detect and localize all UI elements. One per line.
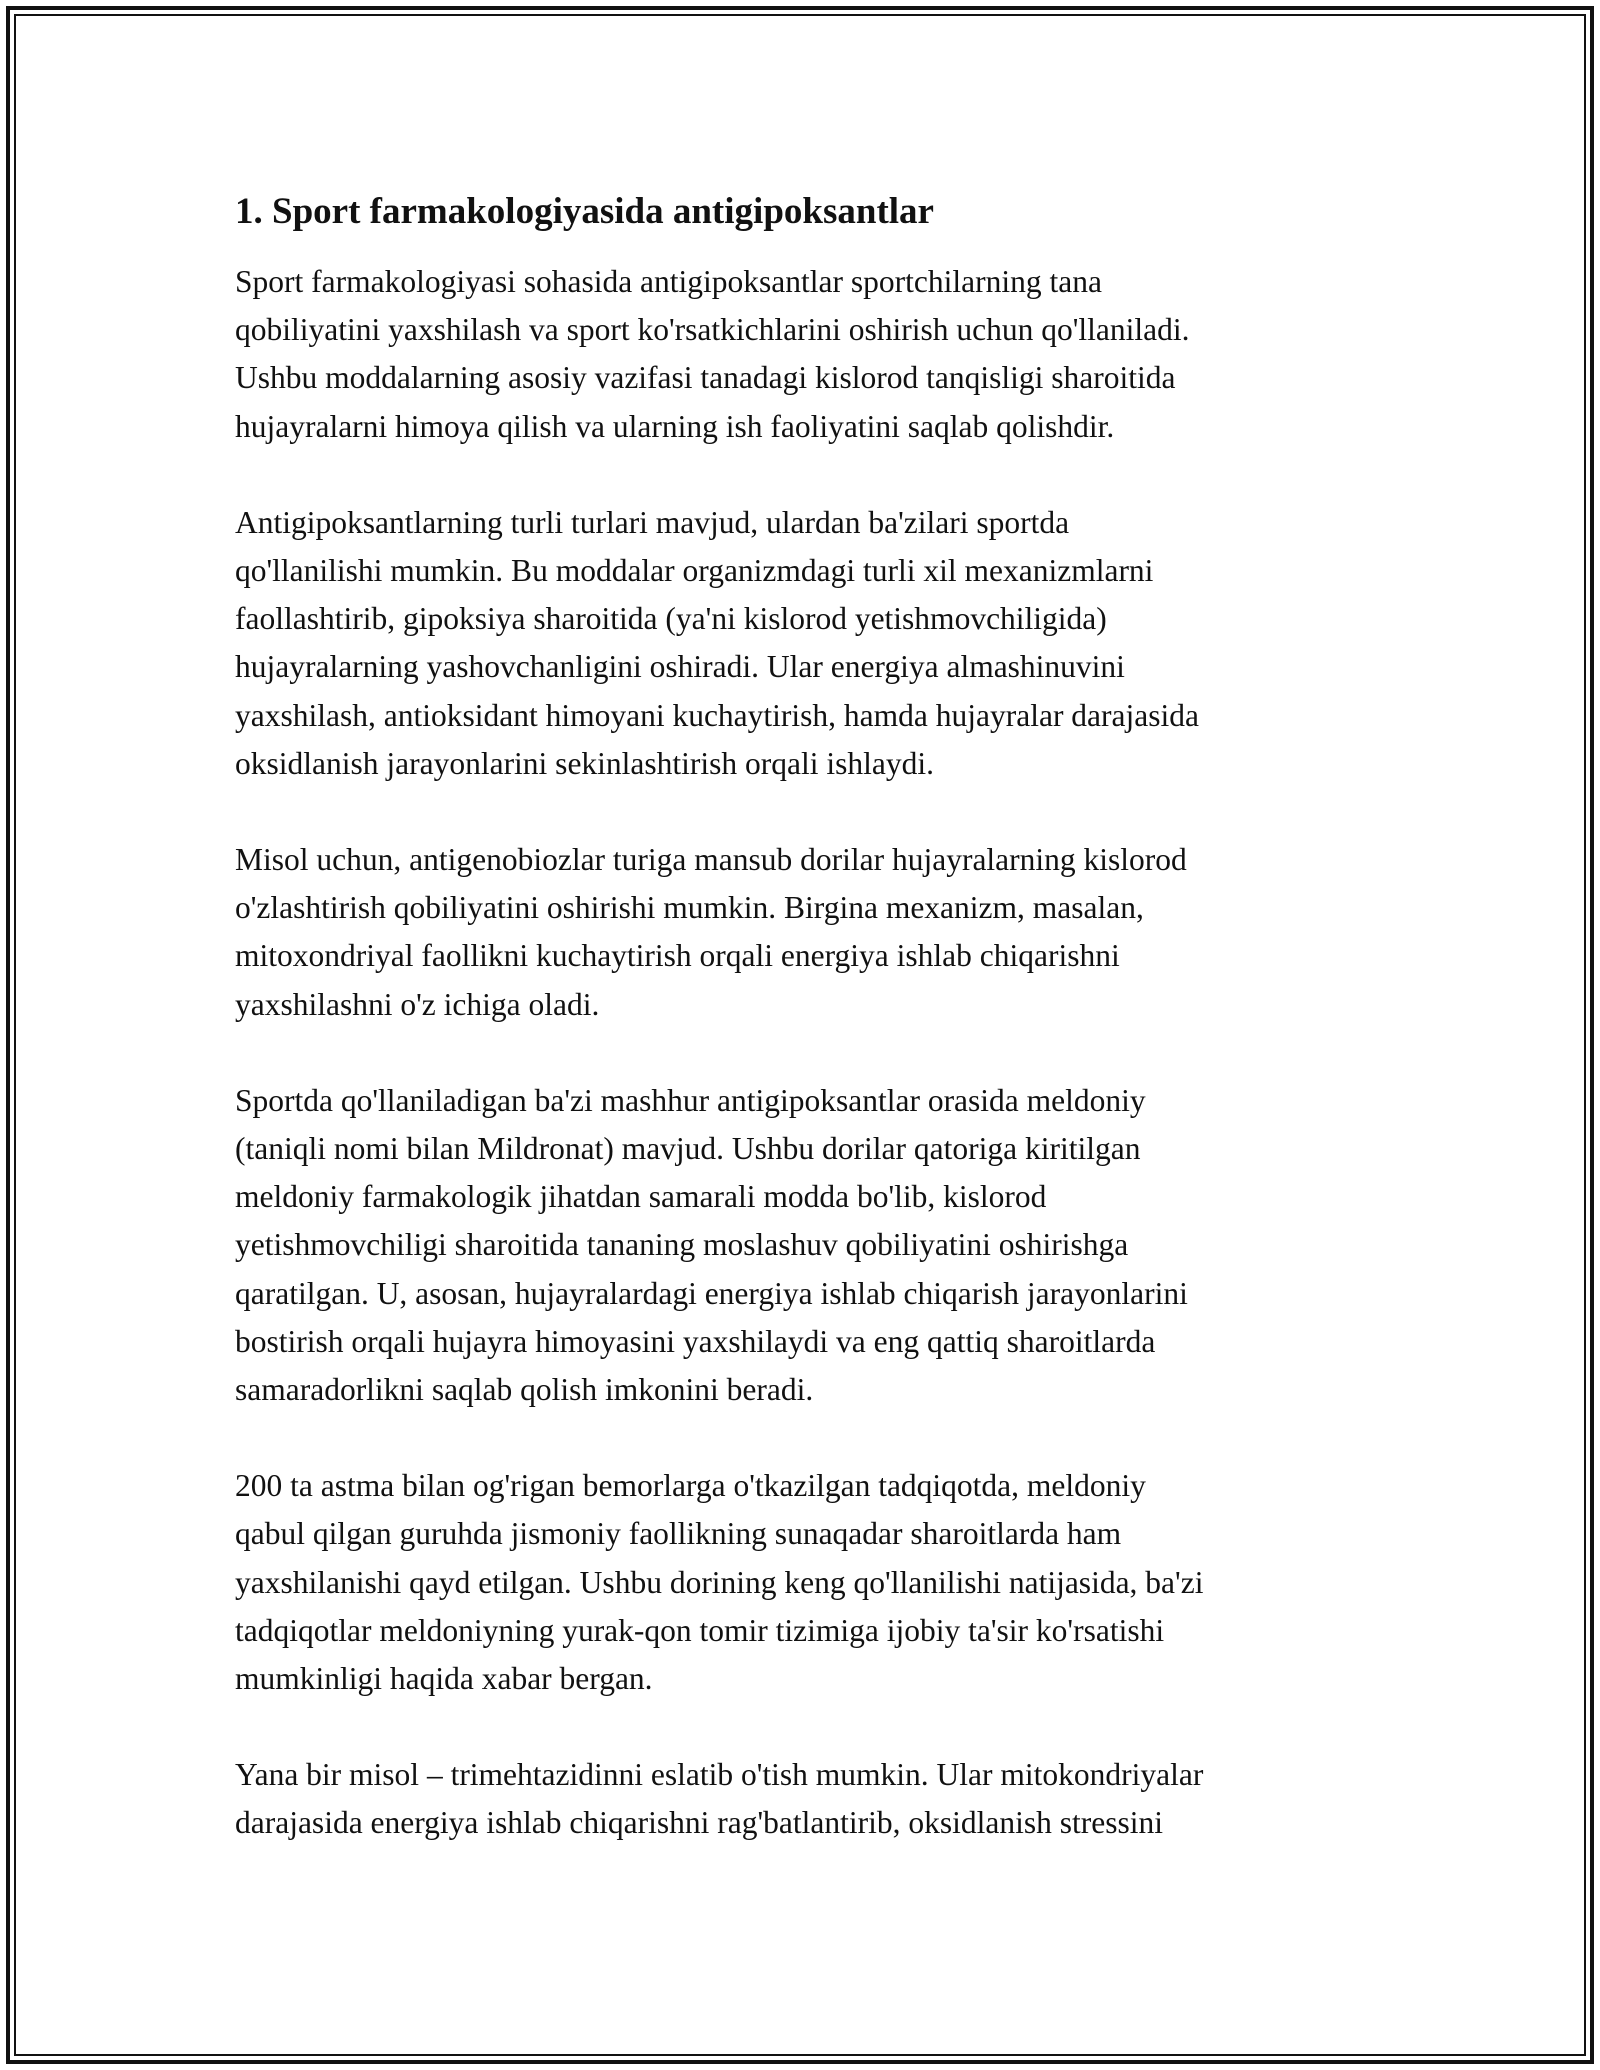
text-line: Sport farmakologiyasi sohasida antigipoksantlar sportchilarning tana — [235, 264, 1102, 299]
paragraph-6 — [235, 1751, 1385, 1847]
text-line: Sportda qo'llaniladigan ba'zi mashhur antigipoksantlar orasida meldoniy — [235, 1082, 1146, 1118]
text-line: tadqiqotlar meldoniyning yurak-qon tomir tizimiga ijobiy ta'sir ko'rsatishi — [235, 1612, 1165, 1648]
text-line: qobiliyatini yaxshilash va sport ko'rsatkichlarini oshirish uchun qo'llaniladi. — [235, 312, 1190, 348]
text-line: mumkinligi haqida xabar bergan. — [235, 1661, 653, 1697]
text-line: Yana bir misol – trimehtazidinni eslatib o'tish mumkin. Ular mitokondriyalar — [235, 1757, 1204, 1793]
paragraph-2 — [235, 499, 1385, 788]
text-line: mitoxondriyal faollikni kuchaytirish orqali energiya ishlab chiqarishni — [235, 938, 1120, 974]
text-line: faollashtirib, gipoksiya sharoitida (ya'ni kislorod yetishmovchiligida) — [235, 601, 1107, 637]
text-line: qabul qilgan guruhda jismoniy faollikning sunaqadar sharoitlarda ham — [235, 1516, 1122, 1552]
paragraph-4 — [235, 1077, 1385, 1414]
text-line: Antigipoksantlarning turli turlari mavjud, ulardan ba'zilari sportda — [235, 504, 1070, 540]
text-line: qaratilgan. U, asosan, hujayralardagi energiya ishlab chiqarish jarayonlarini — [235, 1275, 1188, 1311]
text-line: bostirish orqali hujayra himoyasini yaxshilaydi va eng qattiq sharoitlarda — [235, 1323, 1156, 1359]
text-line: yaxshilanishi qayd etilgan. Ushbu dorining keng qo'llanilishi natijasida, ba'zi — [235, 1564, 1204, 1600]
text-line: Ushbu moddalarning asosiy vazifasi tanadagi kislorod tanqisligi sharoitida — [235, 360, 1176, 396]
text-line: qo'llanilishi mumkin. Bu moddalar organizmdagi turli xil mexanizmlarni — [235, 553, 1154, 589]
paragraph-3 — [235, 836, 1385, 1029]
paragraph-5 — [235, 1462, 1385, 1703]
section-heading: 1. Sport farmakologiyasida antigipoksantlar — [235, 191, 934, 232]
text-line: darajasida energiya ishlab chiqarishni rag'batlantirib, oksidlanish stressini — [235, 1805, 1163, 1841]
text-line: hujayralarning yashovchanligini oshiradi. Ular energiya almashinuvini — [235, 649, 1125, 685]
text-line: yaxshilash, antioksidant himoyani kuchaytirish, hamda hujayralar darajasida — [235, 697, 1199, 733]
text-line: Misol uchun, antigenobiozlar turiga mansub dorilar hujayralarning kislorod — [235, 842, 1187, 878]
text-line: hujayralarni himoya qilish va ularning ish faoliyatini saqlab qolishdir. — [235, 408, 1115, 444]
paragraph-1 — [235, 258, 1385, 451]
text-line: oksidlanish jarayonlarini sekinlashtirish orqali ishlaydi. — [235, 745, 935, 781]
text-line: o'zlashtirish qobiliyatini oshirishi mumkin. Birgina mexanizm, masalan, — [235, 890, 1144, 926]
text-line: meldoniy farmakologik jihatdan samarali modda bo'lib, kislorod — [235, 1179, 1047, 1215]
text-line: yaxshilashni o'z ichiga oladi. — [235, 986, 600, 1022]
document-body — [235, 186, 1385, 1896]
text-line: 200 ta astma bilan og'rigan bemorlarga o'tkazilgan tadqiqotda, meldoniy — [235, 1468, 1146, 1504]
text-line: samaradorlikni saqlab qolish imkonini beradi. — [235, 1372, 814, 1408]
text-line: (taniqli nomi bilan Mildronat) mavjud. Ushbu dorilar qatoriga kiritilgan — [235, 1131, 1141, 1167]
text-line: yetishmovchiligi sharoitida tananing moslashuv qobiliyatini oshirishga — [235, 1227, 1129, 1263]
